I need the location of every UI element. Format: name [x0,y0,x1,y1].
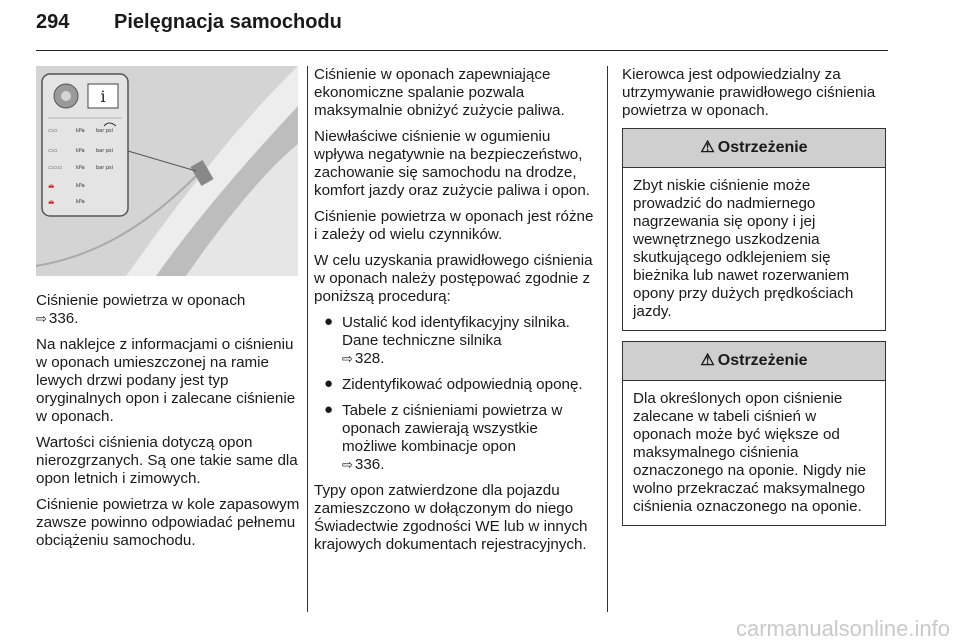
paragraph: Niewłaściwe ciśnienie w ogumieniu wpływa negatywnie na bezpieczeństwo, zachowanie się samochodu na drodze, komfort jazdy oraz zużycie paliwa i opon. [314,128,591,199]
list-item [314,376,594,394]
page-ref-arrow-icon: ⇨ [36,311,47,326]
page-ref[interactable]: 336. [354,456,385,473]
paragraph: Na naklejce z informacjami o ciśnieniu w oponach umieszczonej na ramie lewych drzwi podany jest typ oryginalnych opon i zalecane ciśnienie w oponach. [36,336,296,425]
figure-caption: Ciśnienie powietrza w oponach [36,292,246,309]
svg-text:kPa: kPa [76,165,85,171]
paragraph: Ciśnienie powietrza w kole zapasowym zawsze powinno odpowiadać pełnemu obciążeniu samochodu. [36,496,300,549]
paragraph: Kierowca jest odpowiedzialny za utrzymywanie prawidłowego ciśnienia powietrza w oponach. [622,66,876,119]
column-divider-1 [307,66,308,612]
list-item [314,314,594,368]
list-item-text: Zidentyfikować odpowiednią oponę. [342,376,583,393]
warning-icon: ⚠ [700,139,715,156]
column-3 [622,66,886,526]
list-item [314,402,594,474]
door-frame-illustration [36,66,298,276]
svg-text:bar psi: bar psi [96,128,114,134]
warning-title: Ostrzeżenie [717,139,808,156]
svg-text:kPa: kPa [76,199,85,205]
page-ref-arrow-icon: ⇨ [342,351,353,366]
list-item-text: Ustalić kod identyfikacyjny silnika. Dane techniczne silnika [342,314,570,349]
warning-text: Dla określonych opon ciśnienie zalecane w tabeli ciśnień w oponach może być większe od maksymalnego ciśnienia oznaczonego na oponie. Nigdy nie wolno przekraczać maksymalnego ciśnienia oznaczonego na oponie. [633,390,867,515]
svg-text:bar psi: bar psi [96,165,114,171]
paragraph: Ciśnienie w oponach zapewniające ekonomiczne spalanie pozwala maksymalnie obniżyć zużycie paliwa. [314,66,565,119]
page-ref-arrow-icon: ⇨ [342,457,353,472]
bullet-icon: ● [324,401,334,418]
paragraph: W celu uzyskania prawidłowego ciśnienia w oponach należy postępować zgodnie z poniższą procedurą: [314,252,593,305]
svg-text:🚗: 🚗 [48,199,55,205]
paragraph: Typy opon zatwierdzone dla pojazdu zamieszczono w dołączonym do niego Świadectwie zgodności WE lub w innych krajowych dokumentach rejestracyjnych. [314,482,588,553]
column-divider-2 [607,66,608,612]
watermark: carmanualsonline.info [735,616,950,641]
warning-box [622,341,886,526]
svg-text:kPa: kPa [76,128,85,134]
warning-box [622,128,886,331]
paragraph: Ciśnienie powietrza w oponach jest różne i zależy od wielu czynników. [314,208,594,243]
svg-text:kPa: kPa [76,183,85,189]
warning-icon: ⚠ [700,352,715,369]
svg-text:▭▭: ▭▭ [48,148,58,154]
warning-title: Ostrzeżenie [717,352,808,369]
svg-text:i: i [100,87,106,106]
svg-text:▭▭▭: ▭▭▭ [48,165,63,171]
svg-text:kPa: kPa [76,148,85,154]
warning-text: Zbyt niskie ciśnienie może prowadzić do nadmiernego nagrzewania się opony i jej wewnętrznego uszkodzenia skutkującego odklejeniem się bieżnika lub nawet rozerwaniem opony przy dużych prędkościach jazdy. [633,177,854,320]
figure-caption-ref[interactable]: 336. [48,310,79,327]
page-header [36,0,888,51]
column-2 [314,66,594,562]
paragraph: Wartości ciśnienia dotyczą opon nierozgrzanych. Są one takie same dla opon letnich i zimowych. [36,434,298,487]
svg-text:▭▭: ▭▭ [48,128,58,134]
chapter-title: Pielęgnacja samochodu [114,11,342,33]
bullet-icon: ● [324,375,334,392]
list-item-text: Tabele z ciśnieniami powietrza w oponach zawierają wszystkie możliwe kombinacje opon [342,402,563,455]
svg-text:bar psi: bar psi [96,148,114,154]
warning-header [623,129,885,168]
column-1 [36,66,300,558]
warning-header [623,342,885,381]
page-ref[interactable]: 328. [354,350,385,367]
bullet-icon: ● [324,313,334,330]
page-number: 294 [36,11,70,33]
tire-pressure-label-figure [36,66,298,276]
svg-text:🚗: 🚗 [48,183,55,189]
